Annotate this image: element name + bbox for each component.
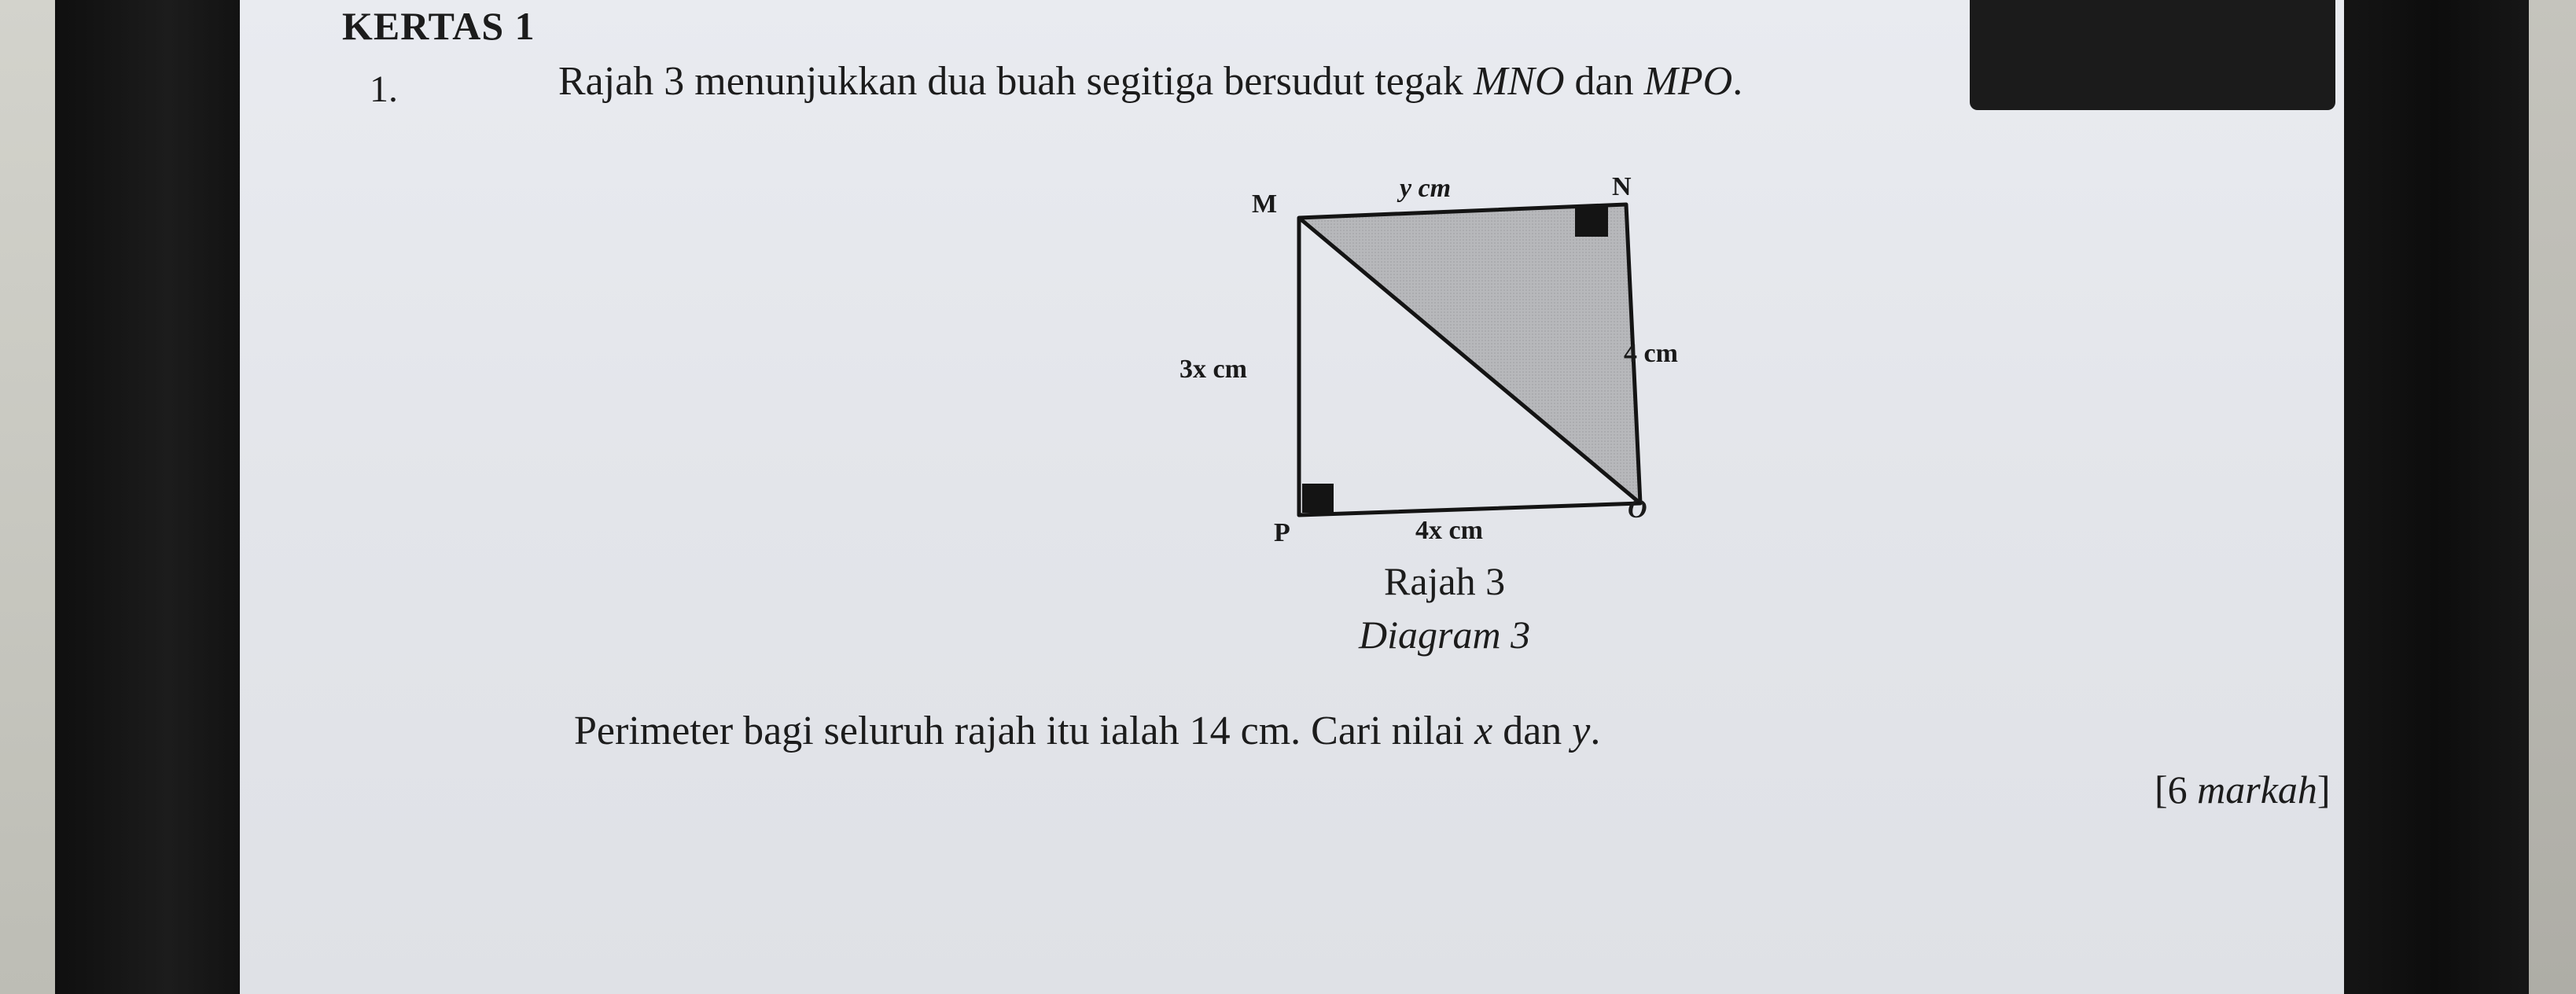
instruction-text-suffix: . (1590, 709, 1601, 753)
marks-word: markah (2197, 768, 2317, 812)
marks-close: ] (2317, 768, 2331, 812)
monitor-bezel-left (55, 0, 244, 994)
triangle-mno-name: MNO (1473, 59, 1565, 104)
variable-x: x (1474, 709, 1493, 753)
marks-open: [6 (2155, 768, 2198, 812)
vertex-label-m: M (1252, 190, 1278, 219)
background-wall-left (0, 0, 63, 994)
question-text-suffix: . (1732, 59, 1743, 104)
side-label-no: 4 cm (1624, 339, 1678, 368)
instruction-text (574, 708, 1600, 754)
vertex-label-n: N (1612, 172, 1632, 201)
geometry-diagram (1164, 157, 1730, 566)
background-wall-right (2529, 0, 2576, 994)
side-label-mp: 3x cm (1179, 355, 1247, 384)
question-text (558, 58, 1742, 105)
vertex-label-p: P (1274, 518, 1290, 547)
side-label-mn (1397, 174, 1451, 203)
right-angle-marker-p (1302, 484, 1334, 513)
instruction-text-prefix: Perimeter bagi seluruh rajah itu ialah 14 cm. Cari nilai (574, 709, 1475, 753)
right-angle-marker-n (1575, 207, 1608, 237)
question-text-prefix: Rajah 3 menunjukkan dua buah segitiga bersudut tegak (558, 59, 1474, 104)
side-label-mn-text: y cm (1400, 174, 1452, 203)
vertex-label-o: O (1628, 495, 1647, 524)
marks-label (2155, 767, 2331, 812)
diagram-caption-malay: Rajah 3 (1384, 559, 1506, 603)
instruction-text-middle: dan (1492, 709, 1573, 753)
triangle-mpo-name: MPO (1643, 59, 1733, 104)
variable-y: y (1572, 709, 1591, 753)
redaction-block (1970, 0, 2335, 110)
question-number: 1. (370, 68, 398, 110)
paper-title: KERTAS 1 (342, 4, 535, 48)
side-label-po: 4x cm (1415, 516, 1483, 545)
diagram-caption-english: Diagram 3 (1359, 613, 1531, 657)
question-text-middle: dan (1564, 59, 1644, 104)
